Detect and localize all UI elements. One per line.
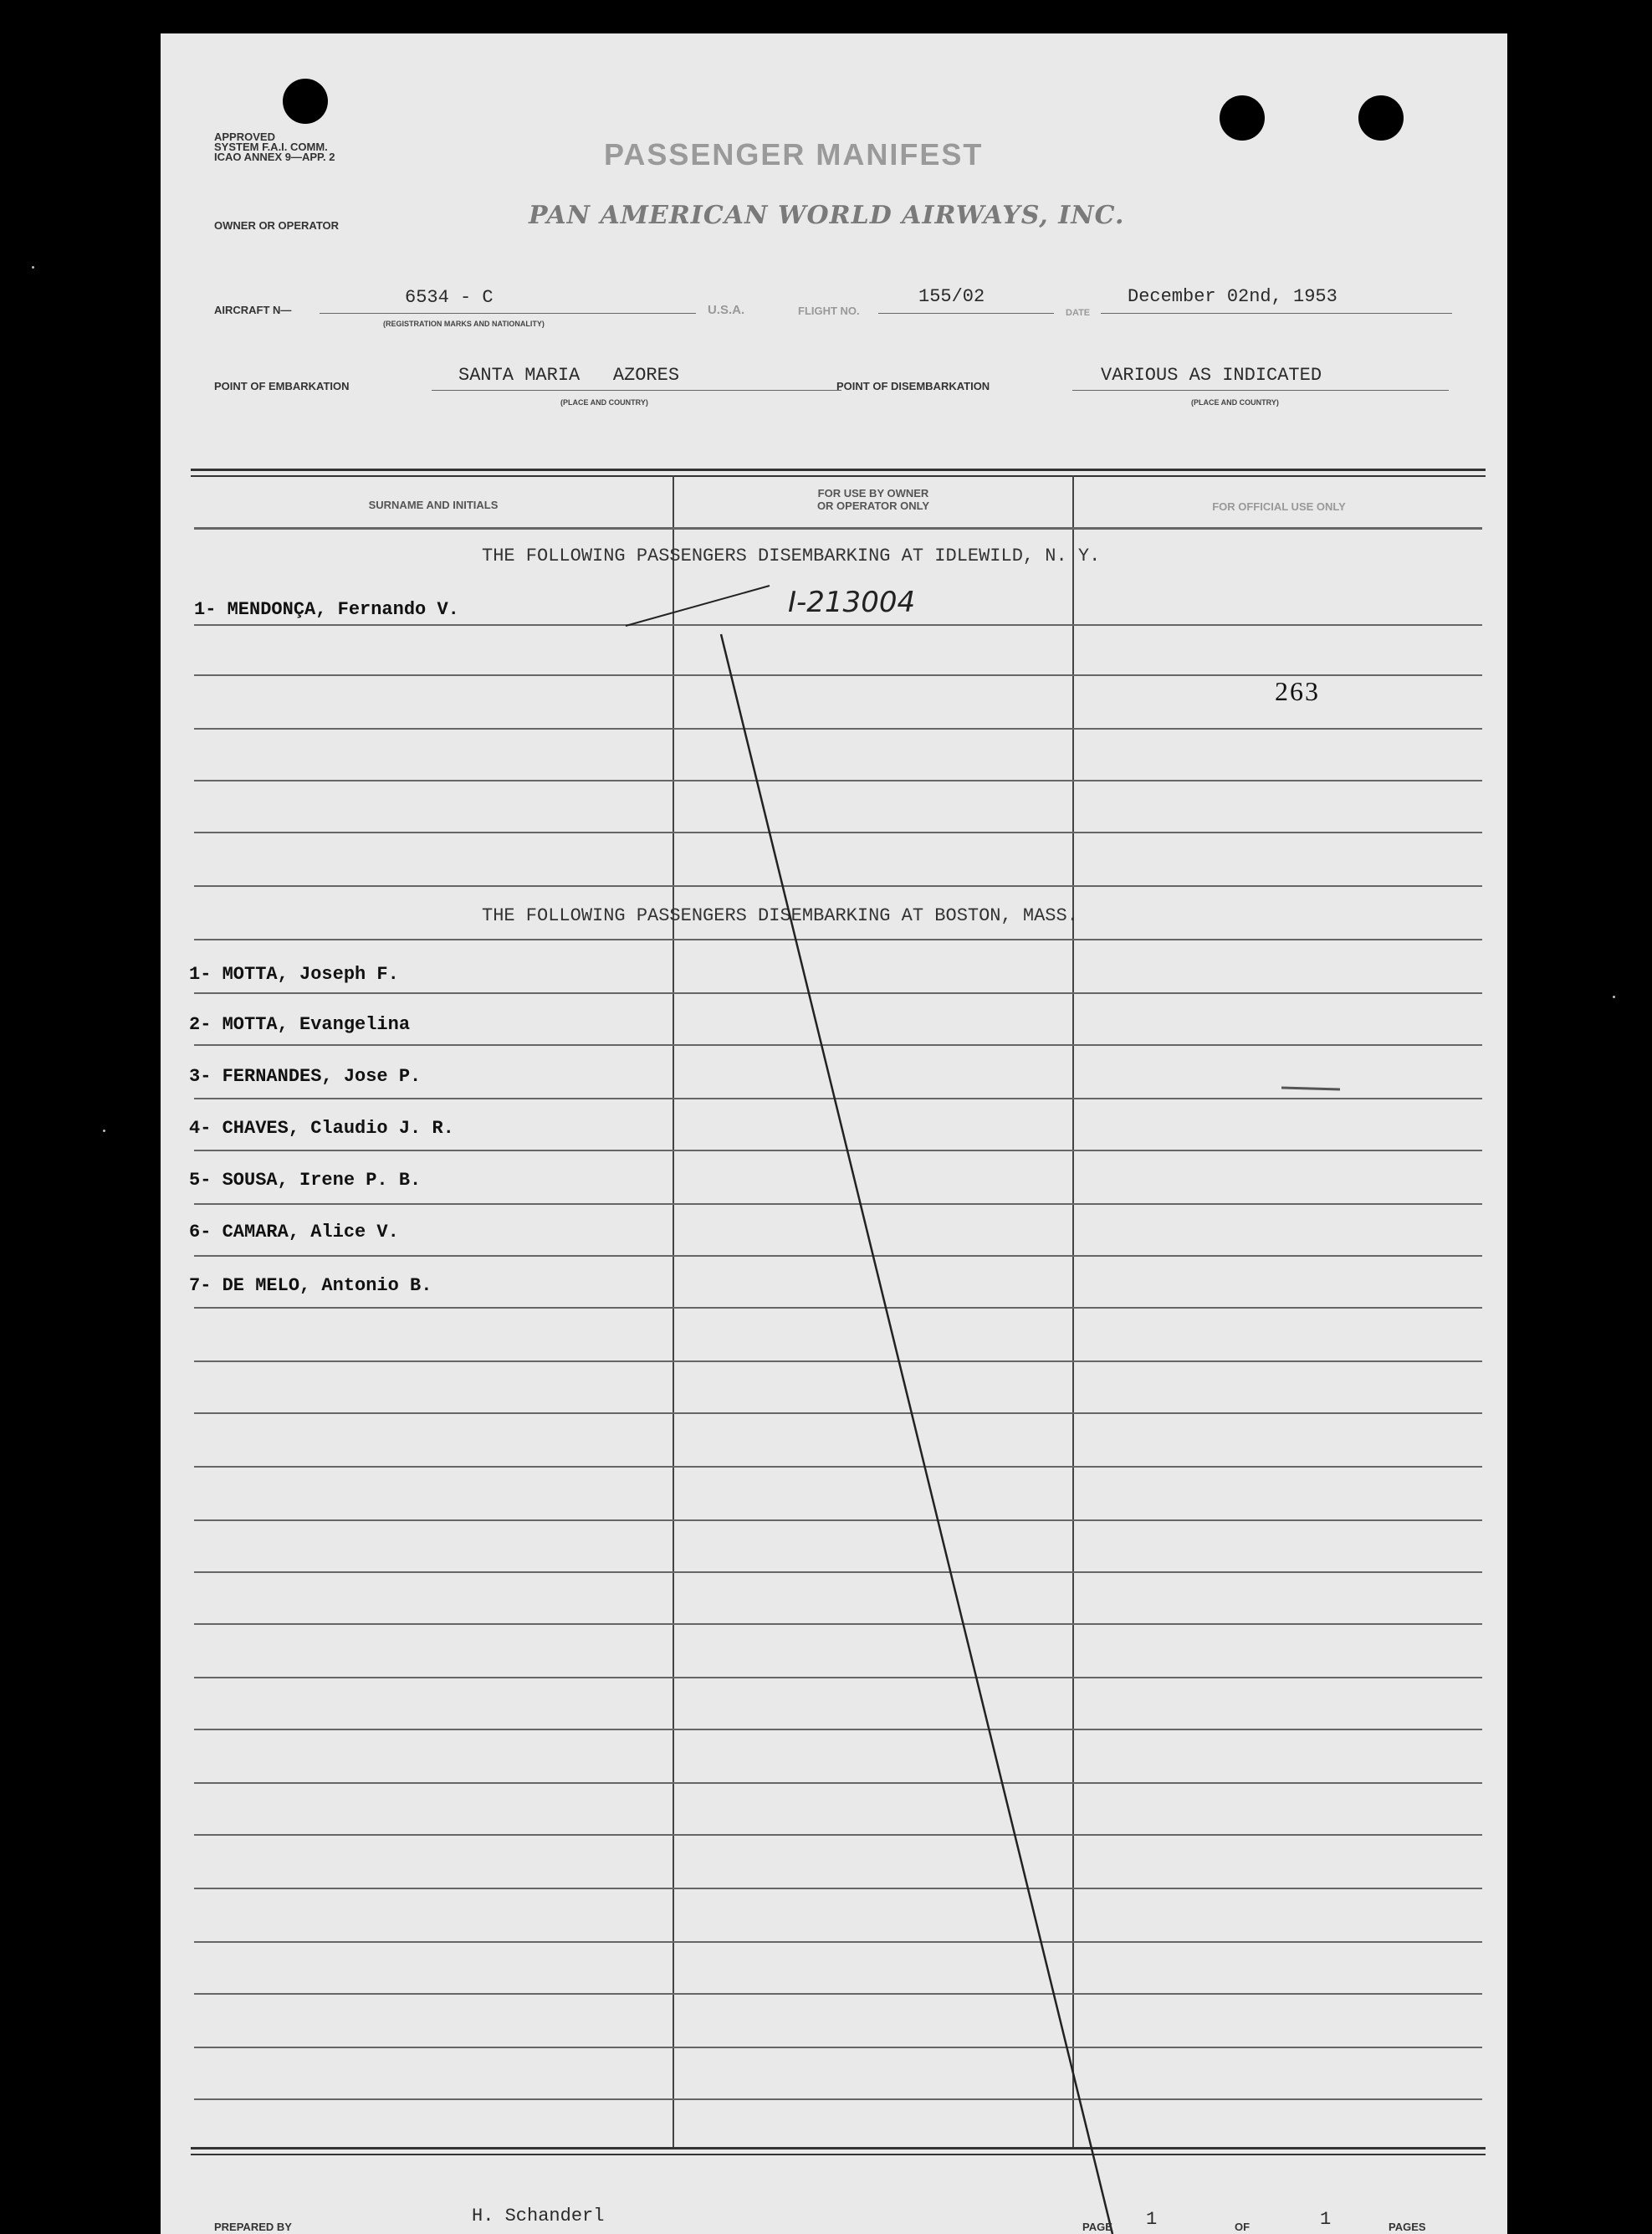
of-label: OF (1235, 2221, 1251, 2233)
passenger-entry: 1- MOTTA, Joseph F. (189, 964, 399, 985)
disembarkation-value: VARIOUS AS INDICATED (1101, 365, 1322, 386)
scan-speck (32, 266, 34, 269)
date-value: December 02nd, 1953 (1128, 286, 1337, 307)
prepared-by-value: H. Schanderl (472, 2206, 605, 2226)
page-label: PAGE (1082, 2221, 1112, 2233)
embarkation-sublabel: (PLACE AND COUNTRY) (560, 398, 648, 407)
passenger-entry: 4- CHAVES, Claudio J. R. (189, 1118, 454, 1139)
of-value: 1 (1320, 2209, 1332, 2230)
aircraft-sublabel: (REGISTRATION MARKS AND NATIONALITY) (383, 320, 545, 328)
pen-slash (626, 586, 770, 626)
passenger-entry: 1- MENDONÇA, Fernando V. (194, 599, 459, 620)
passenger-entry: 7- DE MELO, Antonio B. (189, 1275, 432, 1296)
pen-strokes (161, 33, 1507, 2234)
embarkation-value: SANTA MARIA AZORES (458, 365, 680, 386)
page-value: 1 (1146, 2209, 1158, 2230)
passenger-entry: 3- FERNANDES, Jose P. (189, 1066, 422, 1087)
disembarkation-sublabel: (PLACE AND COUNTRY) (1191, 398, 1279, 407)
pen-mark (1281, 1088, 1340, 1089)
scan-speck (103, 1130, 105, 1132)
aircraft-label: AIRCRAFT N— (214, 304, 292, 316)
owner-label: OWNER OR OPERATOR (214, 219, 340, 232)
column-header-official: FOR OFFICIAL USE ONLY (1212, 500, 1346, 513)
passenger-entry: 6- CAMARA, Alice V. (189, 1222, 399, 1243)
prepared-by-label: PREPARED BY (214, 2221, 292, 2233)
stamp-number: 263 (1275, 676, 1320, 706)
pen-diagonal-line (721, 634, 1112, 2234)
column-header-surname: SURNAME AND INITIALS (368, 499, 499, 511)
column-header-owner-use: FOR USE BY OWNER OR OPERATOR ONLY (816, 487, 930, 512)
handwritten-id: I-213004 (788, 586, 916, 619)
aircraft-value: 6534 - C (405, 287, 494, 308)
flight-label: FLIGHT NO. (798, 305, 860, 317)
embarkation-label: POINT OF EMBARKATION (214, 380, 350, 392)
manifest-sheet (161, 33, 1507, 2234)
approval-note: APPROVED SYSTEM F.A.I. COMM. ICAO ANNEX 9—APP. 2 (214, 131, 335, 163)
scan-speck (1613, 996, 1615, 998)
section-heading-boston: THE FOLLOWING PASSENGERS DISEMBARKING AT BOSTON, MASS. (482, 905, 1078, 926)
flight-value: 155/02 (918, 286, 985, 307)
page-title: PASSENGER MANIFEST (604, 137, 984, 172)
section-heading-idlewild: THE FOLLOWING PASSENGERS DISEMBARKING AT IDLEWILD, N. Y. (482, 546, 1101, 566)
pages-label: PAGES (1389, 2221, 1426, 2233)
owner-value: PAN AMERICAN WORLD AIRWAYS, INC. (529, 201, 1125, 230)
disembarkation-label: POINT OF DISEMBARKATION (836, 380, 990, 392)
passenger-entry: 2- MOTTA, Evangelina (189, 1014, 411, 1035)
passenger-entry: 5- SOUSA, Irene P. B. (189, 1170, 422, 1191)
usa-label: U.S.A. (708, 303, 745, 317)
date-label: DATE (1066, 308, 1091, 318)
